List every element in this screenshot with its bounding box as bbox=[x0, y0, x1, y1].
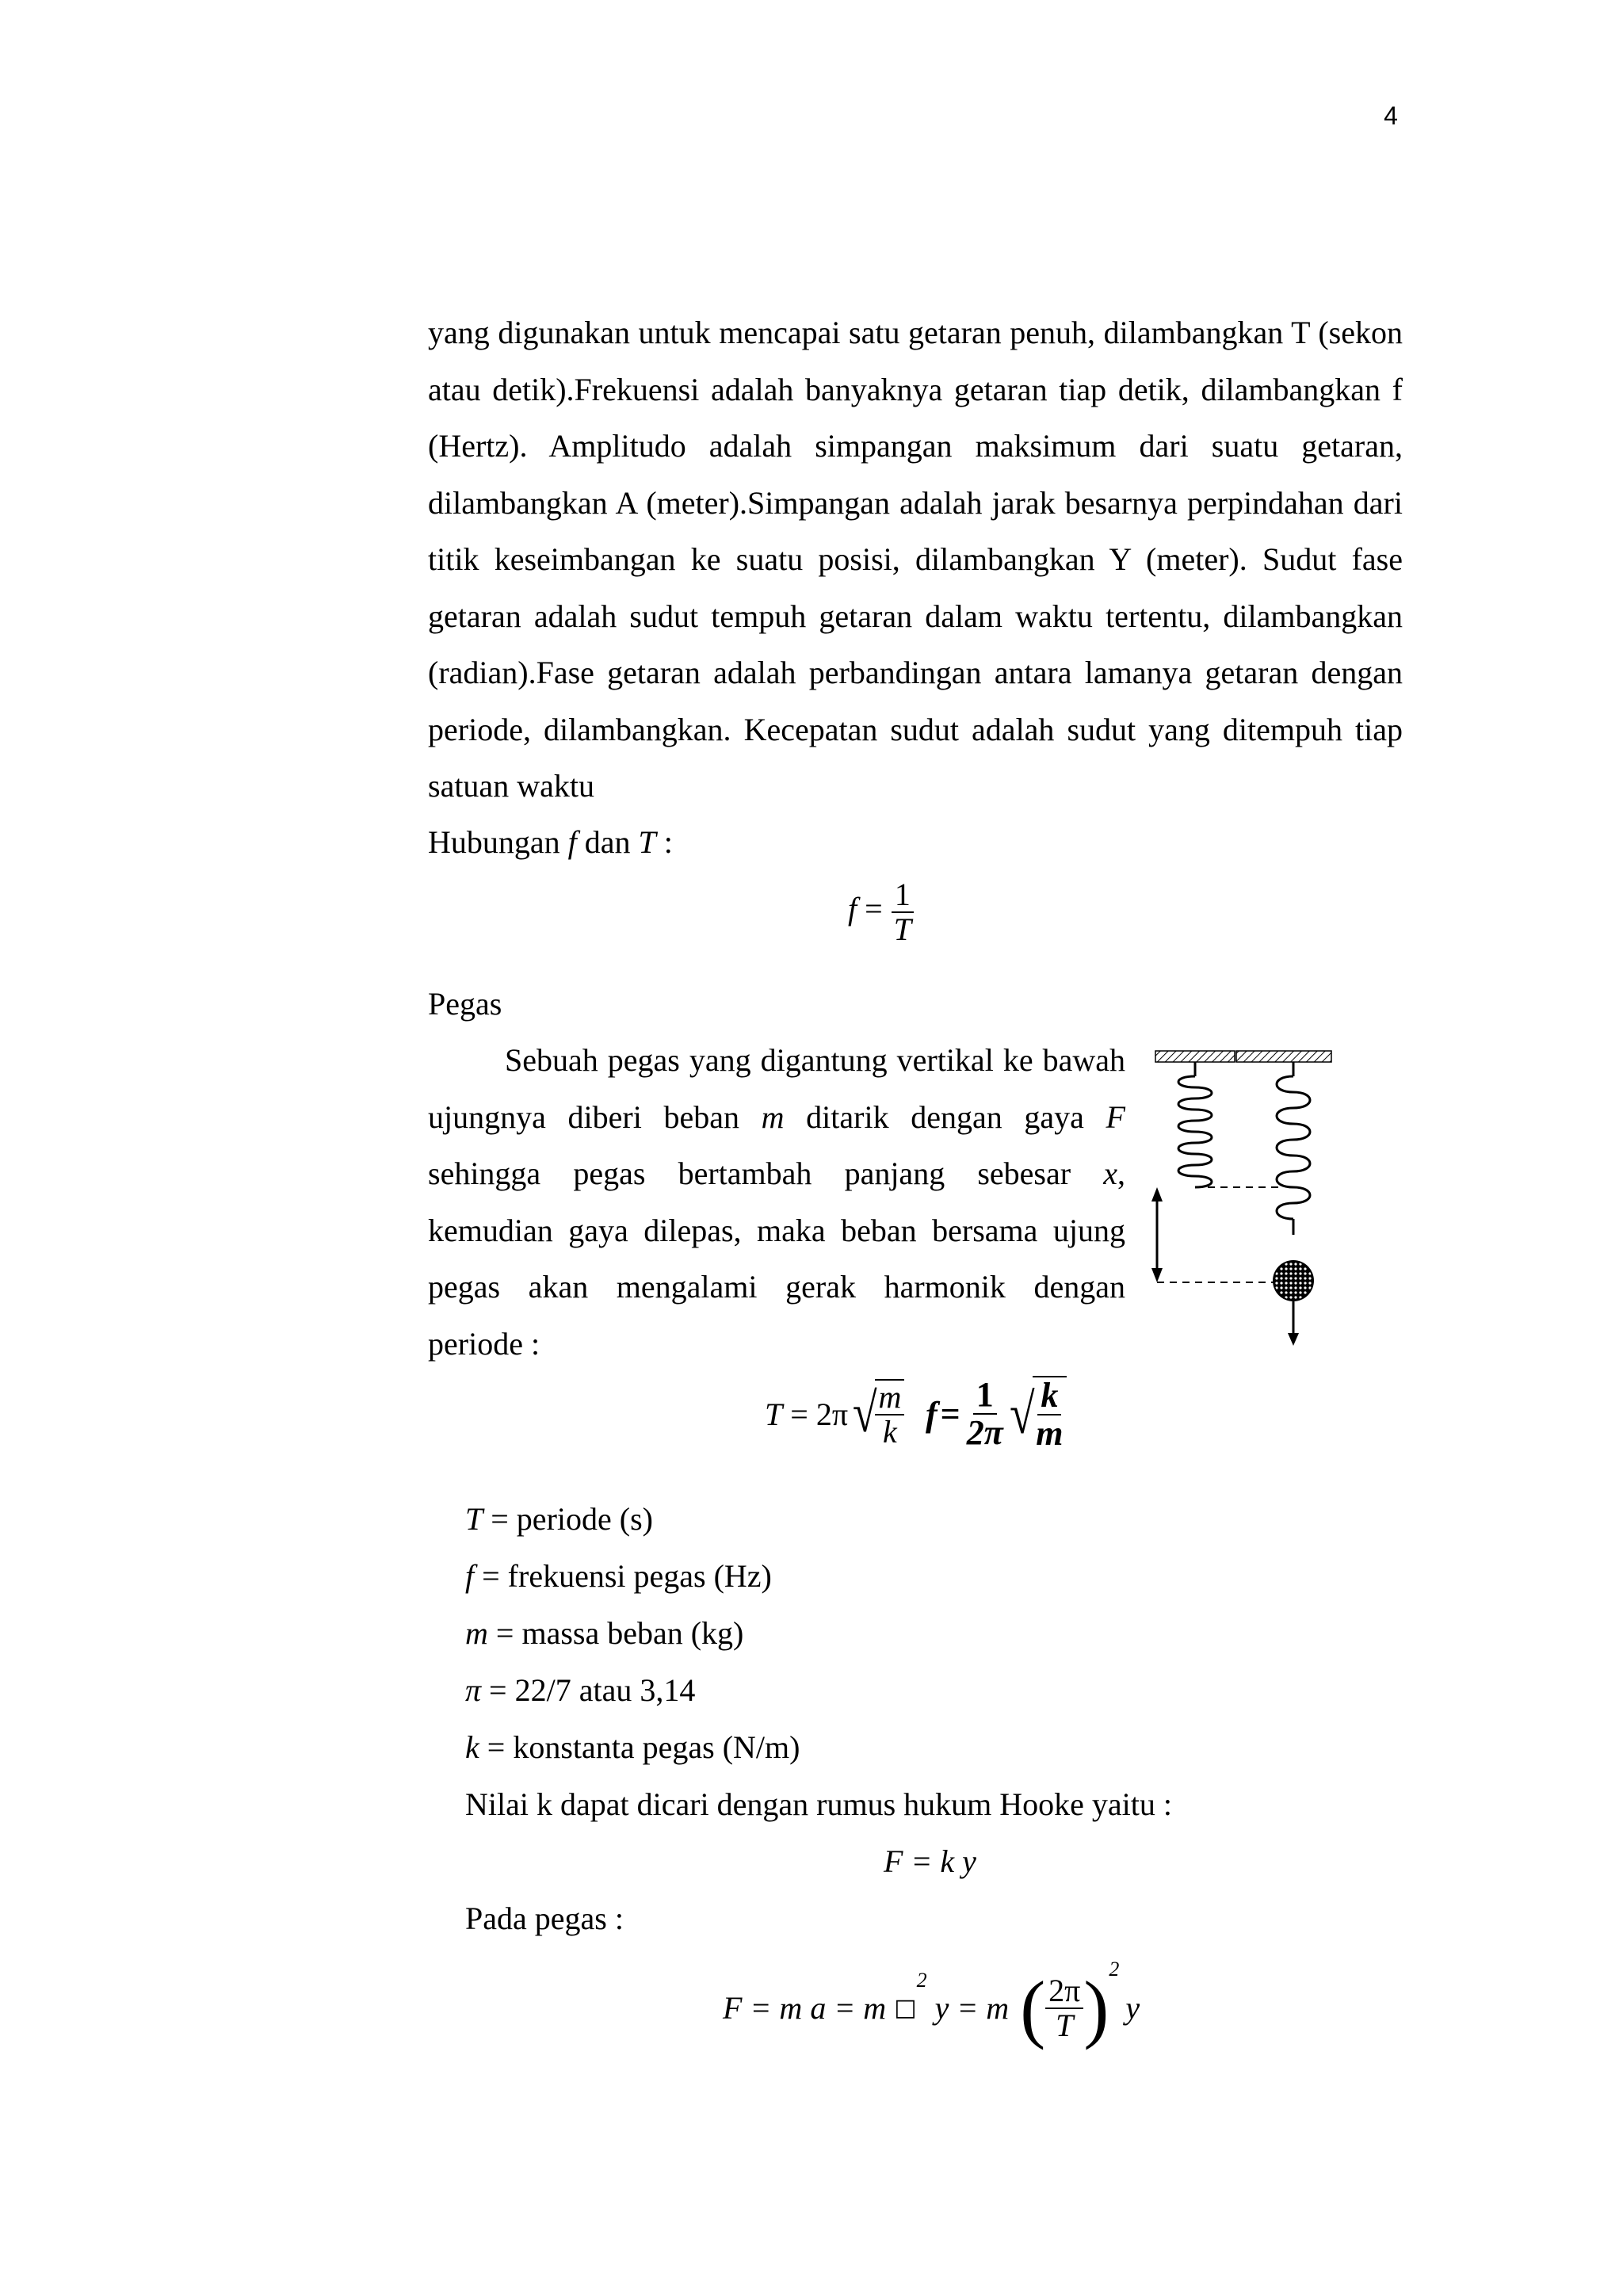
definition-item: T = periode (s) bbox=[465, 1501, 653, 1537]
hooke-formula: F = k y bbox=[884, 1843, 976, 1879]
formula-period: T = 2π √ $\frac{m}{k}$ bbox=[765, 1379, 904, 1449]
pada-pegas-label: Pada pegas : bbox=[465, 1901, 624, 1936]
definition-item: k = konstanta pegas (N/m) bbox=[465, 1729, 800, 1765]
formula-frequency: f = $\frac{1}{2\pi}$ √ $\frac{k}{m}$ bbox=[926, 1376, 1067, 1452]
displacement-arrow bbox=[1151, 1187, 1163, 1282]
ceiling-support-left bbox=[1155, 1051, 1235, 1062]
formula-f-equals-1-over-T: f = $\frac{1}{T}$ bbox=[848, 878, 915, 946]
spring-left bbox=[1178, 1062, 1212, 1187]
spring-diagram bbox=[1141, 1038, 1355, 1355]
pegas-heading: Pegas bbox=[428, 986, 502, 1022]
intro-paragraph: yang digunakan untuk mencapai satu getaran penuh, dilambangkan T (sekon atau detik).Frekuensi adalah banyaknya getaran tiap detik, dilambangkan f (Hertz). Amplitudo adalah simpangan maksimum dari suatu getaran, dilambangkan A (meter).Simpangan adalah jarak besarnya perpindahan dari titik keseimbangan ke suatu posisi, dilambangkan Y (meter). Sudut fase getaran adalah sudut tempuh getaran dalam waktu tertentu, dilambangkan (radian).Fase getaran adalah perbandingan antara lamanya getaran dengan periode, dilambangkan. Kecepatan sudut adalah sudut yang ditempuh tiap satuan waktu bbox=[428, 315, 1403, 804]
ceiling-support-right bbox=[1236, 1051, 1331, 1062]
hooke-text: Nilai k dapat dicari dengan rumus hukum Hooke yaitu : bbox=[465, 1786, 1173, 1822]
formula-force-mass: F = m a = m □ 2 y = m ( $\frac{2\pi}{T}$ ) $^2$ y bbox=[723, 1958, 1140, 2050]
definition-item: m = massa beban (kg) bbox=[465, 1615, 744, 1651]
pegas-paragraph: Sebuah pegas yang digantung vertikal ke bawah ujungnya diberi beban m ditarik dengan gaya F sehingga pegas bertambah panjang sebesar x, kemudian gaya dilepas, maka beban bersama ujung pegas akan mengalami gerak harmonik dengan periode : bbox=[428, 1042, 1125, 1362]
relation-heading: Hubungan f dan T : bbox=[428, 824, 673, 860]
spring-right bbox=[1277, 1062, 1310, 1235]
force-arrow bbox=[1288, 1301, 1299, 1346]
definition-item: f = frekuensi pegas (Hz) bbox=[465, 1558, 772, 1594]
definition-item: π = 22/7 atau 3,14 bbox=[465, 1672, 696, 1708]
page-number: 4 bbox=[1384, 101, 1398, 130]
